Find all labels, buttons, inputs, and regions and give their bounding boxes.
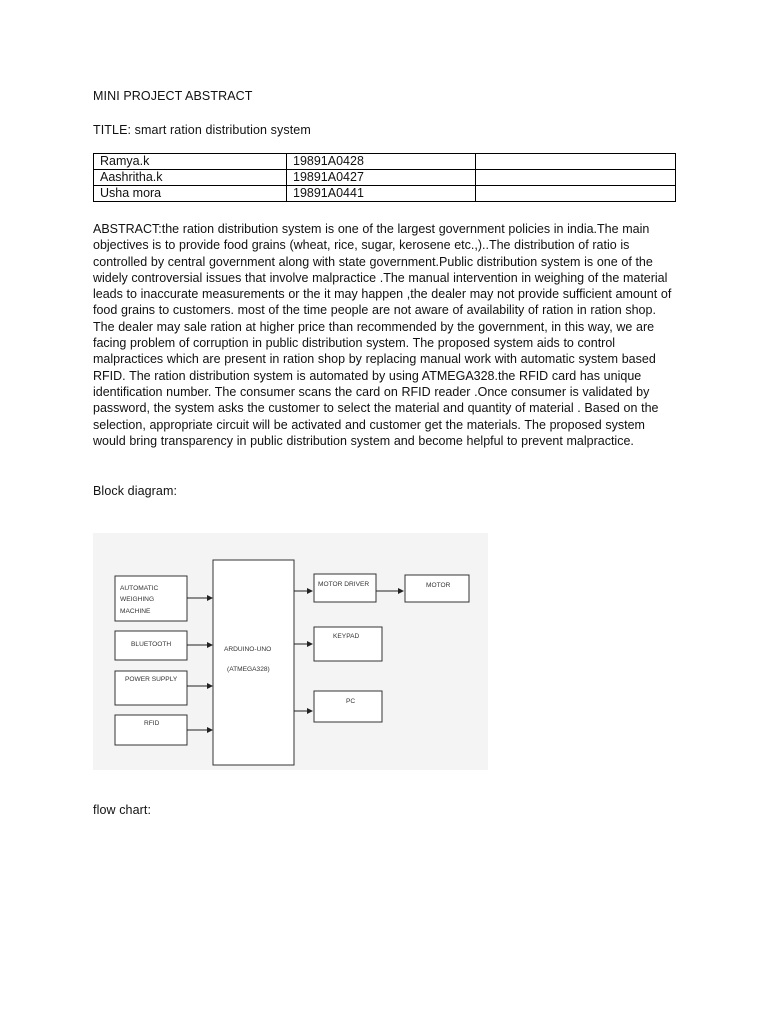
arduino-uno-box	[213, 560, 294, 765]
pc-label: PC	[346, 698, 356, 705]
member-name: Usha mora	[94, 186, 287, 202]
block-diagram	[93, 533, 488, 770]
weighing-label-line3: MACHINE	[120, 608, 151, 615]
member-extra	[476, 186, 676, 202]
flow-chart-heading: flow chart:	[93, 803, 152, 817]
motor-driver-label: MOTOR DRIVER	[318, 581, 370, 588]
project-title: TITLE: smart ration distribution system	[93, 123, 311, 137]
table-row	[94, 154, 676, 170]
atmega-label: (ATMEGA328)	[227, 666, 270, 673]
document-heading: MINI PROJECT ABSTRACT	[93, 89, 253, 103]
block-diagram-heading: Block diagram:	[93, 484, 178, 498]
table-row	[94, 170, 676, 186]
arduino-label: ARDUINO-UNO	[224, 646, 272, 653]
weighing-label-line2: WEIGHING	[120, 596, 155, 603]
member-extra	[476, 170, 676, 186]
block-diagram-canvas	[93, 533, 488, 770]
motor-driver-box	[314, 574, 376, 602]
abstract-paragraph: ABSTRACT:the ration distribution system is one of the largest government policies in india.The main objectives is to provide food grains (wheat, rice, sugar, kerosene etc.,)..The distribution of ratio is controlled by central government along with state government.Public distribution system is one of the widely controversial issues that involve malpractice .The manual intervention in weighing of the material leads to inaccurate measurements or the it may happen ,the dealer may not provide sufficient amount of food grains to customers. most of the time people are not aware of availability of ration in ration shop. The dealer may sale ration at higher price than recommended by the government, in this way, we are facing problem of corruption in public distribution system. The proposed system aids to control malpractices which are present in ration shop by replacing manual work with automatic system based RFID. The ration distribution system is automated by using ATMEGA328.the RFID card has unique identification number. The consumer scans the card on RFID reader .Once consumer is validated by password, the system asks the customer to select the material and quantity of material . Based on the selection, appropriate circuit will be activated and customer get the materials. The proposed system would bring transparency in public distribution system and become helpful to prevent malpractice.	[93, 222, 672, 448]
pc-box	[314, 691, 382, 722]
member-extra	[476, 154, 676, 170]
member-roll: 19891A0428	[287, 154, 476, 170]
table-row	[94, 186, 676, 202]
motor-label: MOTOR	[426, 582, 451, 589]
member-name: Aashritha.k	[94, 170, 287, 186]
weighing-label-line1: AUTOMATIC	[120, 585, 159, 592]
member-roll: 19891A0427	[287, 170, 476, 186]
power-supply-label: POWER SUPPLY	[125, 676, 178, 683]
member-name: Ramya.k	[94, 154, 287, 170]
keypad-label: KEYPAD	[333, 633, 360, 640]
bluetooth-label: BLUETOOTH	[131, 641, 172, 648]
rfid-label: RFID	[144, 720, 160, 727]
members-table	[93, 153, 676, 202]
member-roll: 19891A0441	[287, 186, 476, 202]
